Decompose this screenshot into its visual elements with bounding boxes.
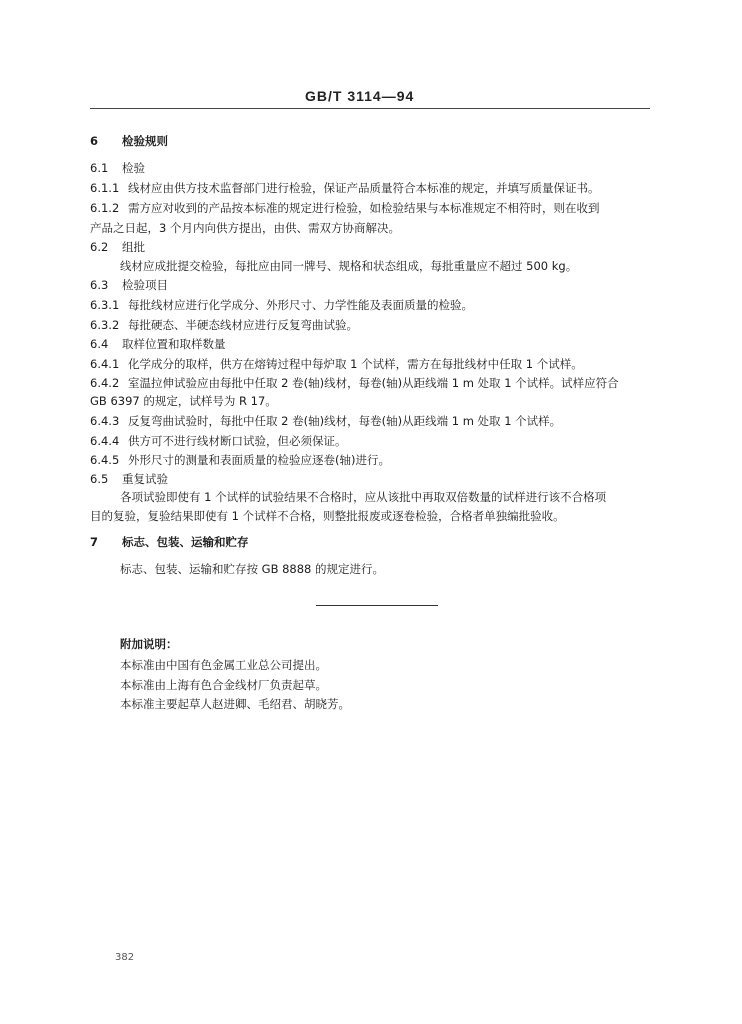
clause-number: 6.1: [90, 161, 109, 175]
clause-6-5: [90, 472, 168, 486]
section-7-text: 标志、包装、运输和贮存按 GB 8888 的规定进行。: [120, 562, 385, 576]
clause-6-4-1: [90, 357, 583, 371]
clause-number: 6.1.2: [90, 201, 120, 215]
clause-number: 6.4.2: [90, 376, 120, 390]
clause-number: 6.3.1: [90, 298, 120, 312]
clause-6-1-2-cont: 产品之日起，3 个月内向供方提出，由供、需双方协商解决。: [90, 221, 400, 235]
section-title: 检验规则: [122, 134, 168, 148]
clause-6-3-1: [90, 298, 473, 312]
clause-6-3: [90, 278, 168, 292]
clause-text: 供方可不进行线材断口试验，但必须保证。: [128, 434, 347, 448]
clause-6-4-4: [90, 434, 347, 448]
clause-number: 6.5: [90, 472, 109, 486]
clause-number: 6.2: [90, 240, 109, 254]
note-line: 本标准主要起草人赵进卿、毛绍君、胡晓芳。: [120, 697, 350, 711]
section-title: 标志、包装、运输和贮存: [122, 535, 249, 549]
clause-number: 6.1.1: [90, 181, 120, 195]
section-7-heading: [90, 535, 249, 549]
clause-text: 反复弯曲试验时，每批中任取 2 卷(轴)线材，每卷(轴)从距线端 1 m 处取 1 个试样。: [128, 414, 562, 428]
clause-6-1: [90, 161, 145, 175]
note-line: 本标准由上海有色合金线材厂负责起草。: [120, 678, 327, 692]
clause-text: 外形尺寸的测量和表面质量的检验应逐卷(轴)进行。: [128, 453, 390, 467]
clause-6-4-2-cont: GB 6397 的规定，试样号为 R 17。: [90, 394, 277, 408]
section-number: 6: [90, 134, 99, 148]
clause-6-4: [90, 337, 226, 351]
clause-title: 检验项目: [122, 278, 168, 292]
clause-6-4-2: [90, 376, 619, 390]
clause-text: 每批线材应进行化学成分、外形尺寸、力学性能及表面质量的检验。: [128, 298, 473, 312]
clause-text: 每批硬态、半硬态线材应进行反复弯曲试验。: [128, 318, 358, 332]
clause-number: 6.4.3: [90, 414, 120, 428]
section-number: 7: [90, 535, 99, 549]
clause-number: 6.4.5: [90, 453, 120, 467]
clause-title: 重复试验: [122, 472, 168, 486]
section-6-heading: [90, 134, 168, 148]
clause-number: 6.4: [90, 337, 109, 351]
clause-6-2-text: 线材应成批提交检验，每批应由同一牌号、规格和状态组成，每批重量应不超过 500 kg。: [120, 259, 578, 273]
clause-text: 需方应对收到的产品按本标准的规定进行检验，如检验结果与本标准规定不相符时，则在收到: [128, 201, 600, 215]
clause-6-4-3: [90, 414, 561, 428]
page-number: 382: [115, 952, 135, 963]
clause-number: 6.4.1: [90, 357, 120, 371]
clause-6-2: [90, 240, 145, 254]
clause-title: 取样位置和取样数量: [122, 337, 226, 351]
clause-6-3-2: [90, 318, 358, 332]
clause-text: 化学成分的取样，供方在熔铸过程中每炉取 1 个试样，需方在每批线材中任取 1 个试样。: [128, 357, 583, 371]
clause-6-1-2: [90, 201, 600, 215]
clause-text: 室温拉伸试验应由每批中任取 2 卷(轴)线材，每卷(轴)从距线端 1 m 处取 1 个试样。试样应符合: [128, 376, 619, 390]
end-divider: [316, 605, 438, 606]
standard-code-header: GB/T 3114—94: [305, 88, 415, 104]
header-rule: [90, 108, 650, 109]
clause-text: 线材应由供方技术监督部门进行检验，保证产品质量符合本标准的规定，并填写质量保证书。: [128, 181, 600, 195]
clause-number: 6.3: [90, 278, 109, 292]
clause-title: 检验: [122, 161, 145, 175]
clause-6-5-text: 各项试验即使有 1 个试样的试验结果不合格时，应从该批中再取双倍数量的试样进行该不合格项: [120, 490, 607, 504]
clause-title: 组批: [122, 240, 145, 254]
clause-number: 6.3.2: [90, 318, 120, 332]
note-line: 本标准由中国有色金属工业总公司提出。: [120, 658, 327, 672]
notes-heading: 附加说明：: [120, 637, 178, 651]
clause-6-4-5: [90, 453, 390, 467]
clause-6-1-1: [90, 181, 600, 195]
clause-number: 6.4.4: [90, 434, 120, 448]
clause-6-5-text-cont: 目的复验，复验结果即使有 1 个试样不合格，则整批报废或逐卷检验，合格者单独编批验收。: [90, 509, 565, 523]
